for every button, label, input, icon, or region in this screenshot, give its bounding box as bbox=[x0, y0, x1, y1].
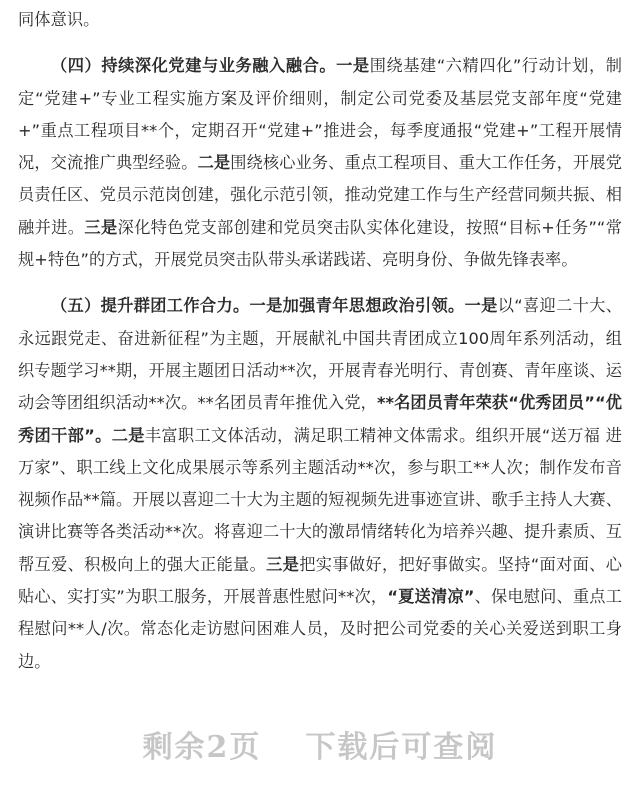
point-label: 二是 bbox=[197, 153, 231, 173]
section-5-paragraph bbox=[18, 290, 622, 678]
lead-line: 同体意识。 bbox=[18, 10, 100, 29]
point-text: 围绕基建“六精四化”行动计划，制定“党建+”专业工程实施方案及评价细则，制定公司党委及基层党支部年度“党建+”重点工程项目**个，定期召开“党建+”推进会，每季度通报“党建+”工程开展情况，交流推广典型经验。 bbox=[18, 56, 623, 173]
point-label: 三是 bbox=[266, 554, 300, 574]
point-label: 一是 bbox=[464, 296, 498, 316]
point-label: 一是 bbox=[336, 56, 370, 76]
section-4-heading: （四）持续深化党建与业务融入融合。 bbox=[51, 56, 337, 76]
section-5-heading: （五）提升群团工作合力。 bbox=[51, 296, 250, 316]
download-prompt-watermark[interactable] bbox=[0, 722, 640, 766]
section-4-paragraph bbox=[18, 50, 622, 276]
document-body bbox=[18, 4, 622, 678]
point-text-bold: “夏送清凉” bbox=[387, 587, 475, 607]
download-to-view-label: 下载后可查阅 bbox=[305, 730, 498, 765]
point-text: 以“喜迎二十大、永远跟党走、奋进新征程”为主题，开展献礼中国共青团成立100周年系列活动，组织专题学习**期，开展主题团日活动**次，开展青春光明行、青创赛、青年座谈、运动会等团组织活动**次。**名团员青年推优入党， bbox=[18, 296, 622, 413]
point-label: 二是 bbox=[111, 425, 145, 445]
point-text: 围绕核心业务、重点工程项目、重大工作任务，开展党员责任区、党员示范岗创建，强化示范引领，推动党建工作与生产经营同频共振、相融并进。 bbox=[18, 153, 622, 237]
point-label: 三是 bbox=[84, 217, 118, 237]
point-text: 、保电慰问、重点工程慰问**人/次。常态化走访慰问困难人员，及时把公司党委的关心关爱送到职工身边。 bbox=[18, 587, 622, 671]
remaining-pages-label: 剩余2页 bbox=[142, 730, 262, 765]
point-text-bold: **名团员青年荣获“优秀团员”“优秀团干部”。 bbox=[18, 393, 622, 445]
point-text: 丰富职工文体活动，满足职工精神文体需求。组织开展“送万福 进万家”、职工线上文化成果展示等系列主题活动**次，参与职工**人次；制作发布音视频作品**篇。开展以喜迎二十大为主题的短视频先进事迹宣讲、歌手主持人大赛、演讲比赛等各类活动**次。将喜迎二十大的激昂情绪转化为培养兴趣、提升素质、互帮互爱、积极向上的强大正能量。 bbox=[18, 425, 623, 574]
point-text: 深化特色党支部创建和党员突击队实体化建设，按照“目标+任务”“常规+特色”的方式，开展党员突击队带头承诺践诺、亮明身份、争做先锋表率。 bbox=[18, 217, 623, 270]
section-5-subheading: 一是加强青年思想政治引领。 bbox=[249, 296, 465, 316]
point-text: 把实事做好，把好事做实。坚持“面对面、心贴心、实打实”为职工服务，开展普惠性慰问**次， bbox=[18, 554, 623, 607]
